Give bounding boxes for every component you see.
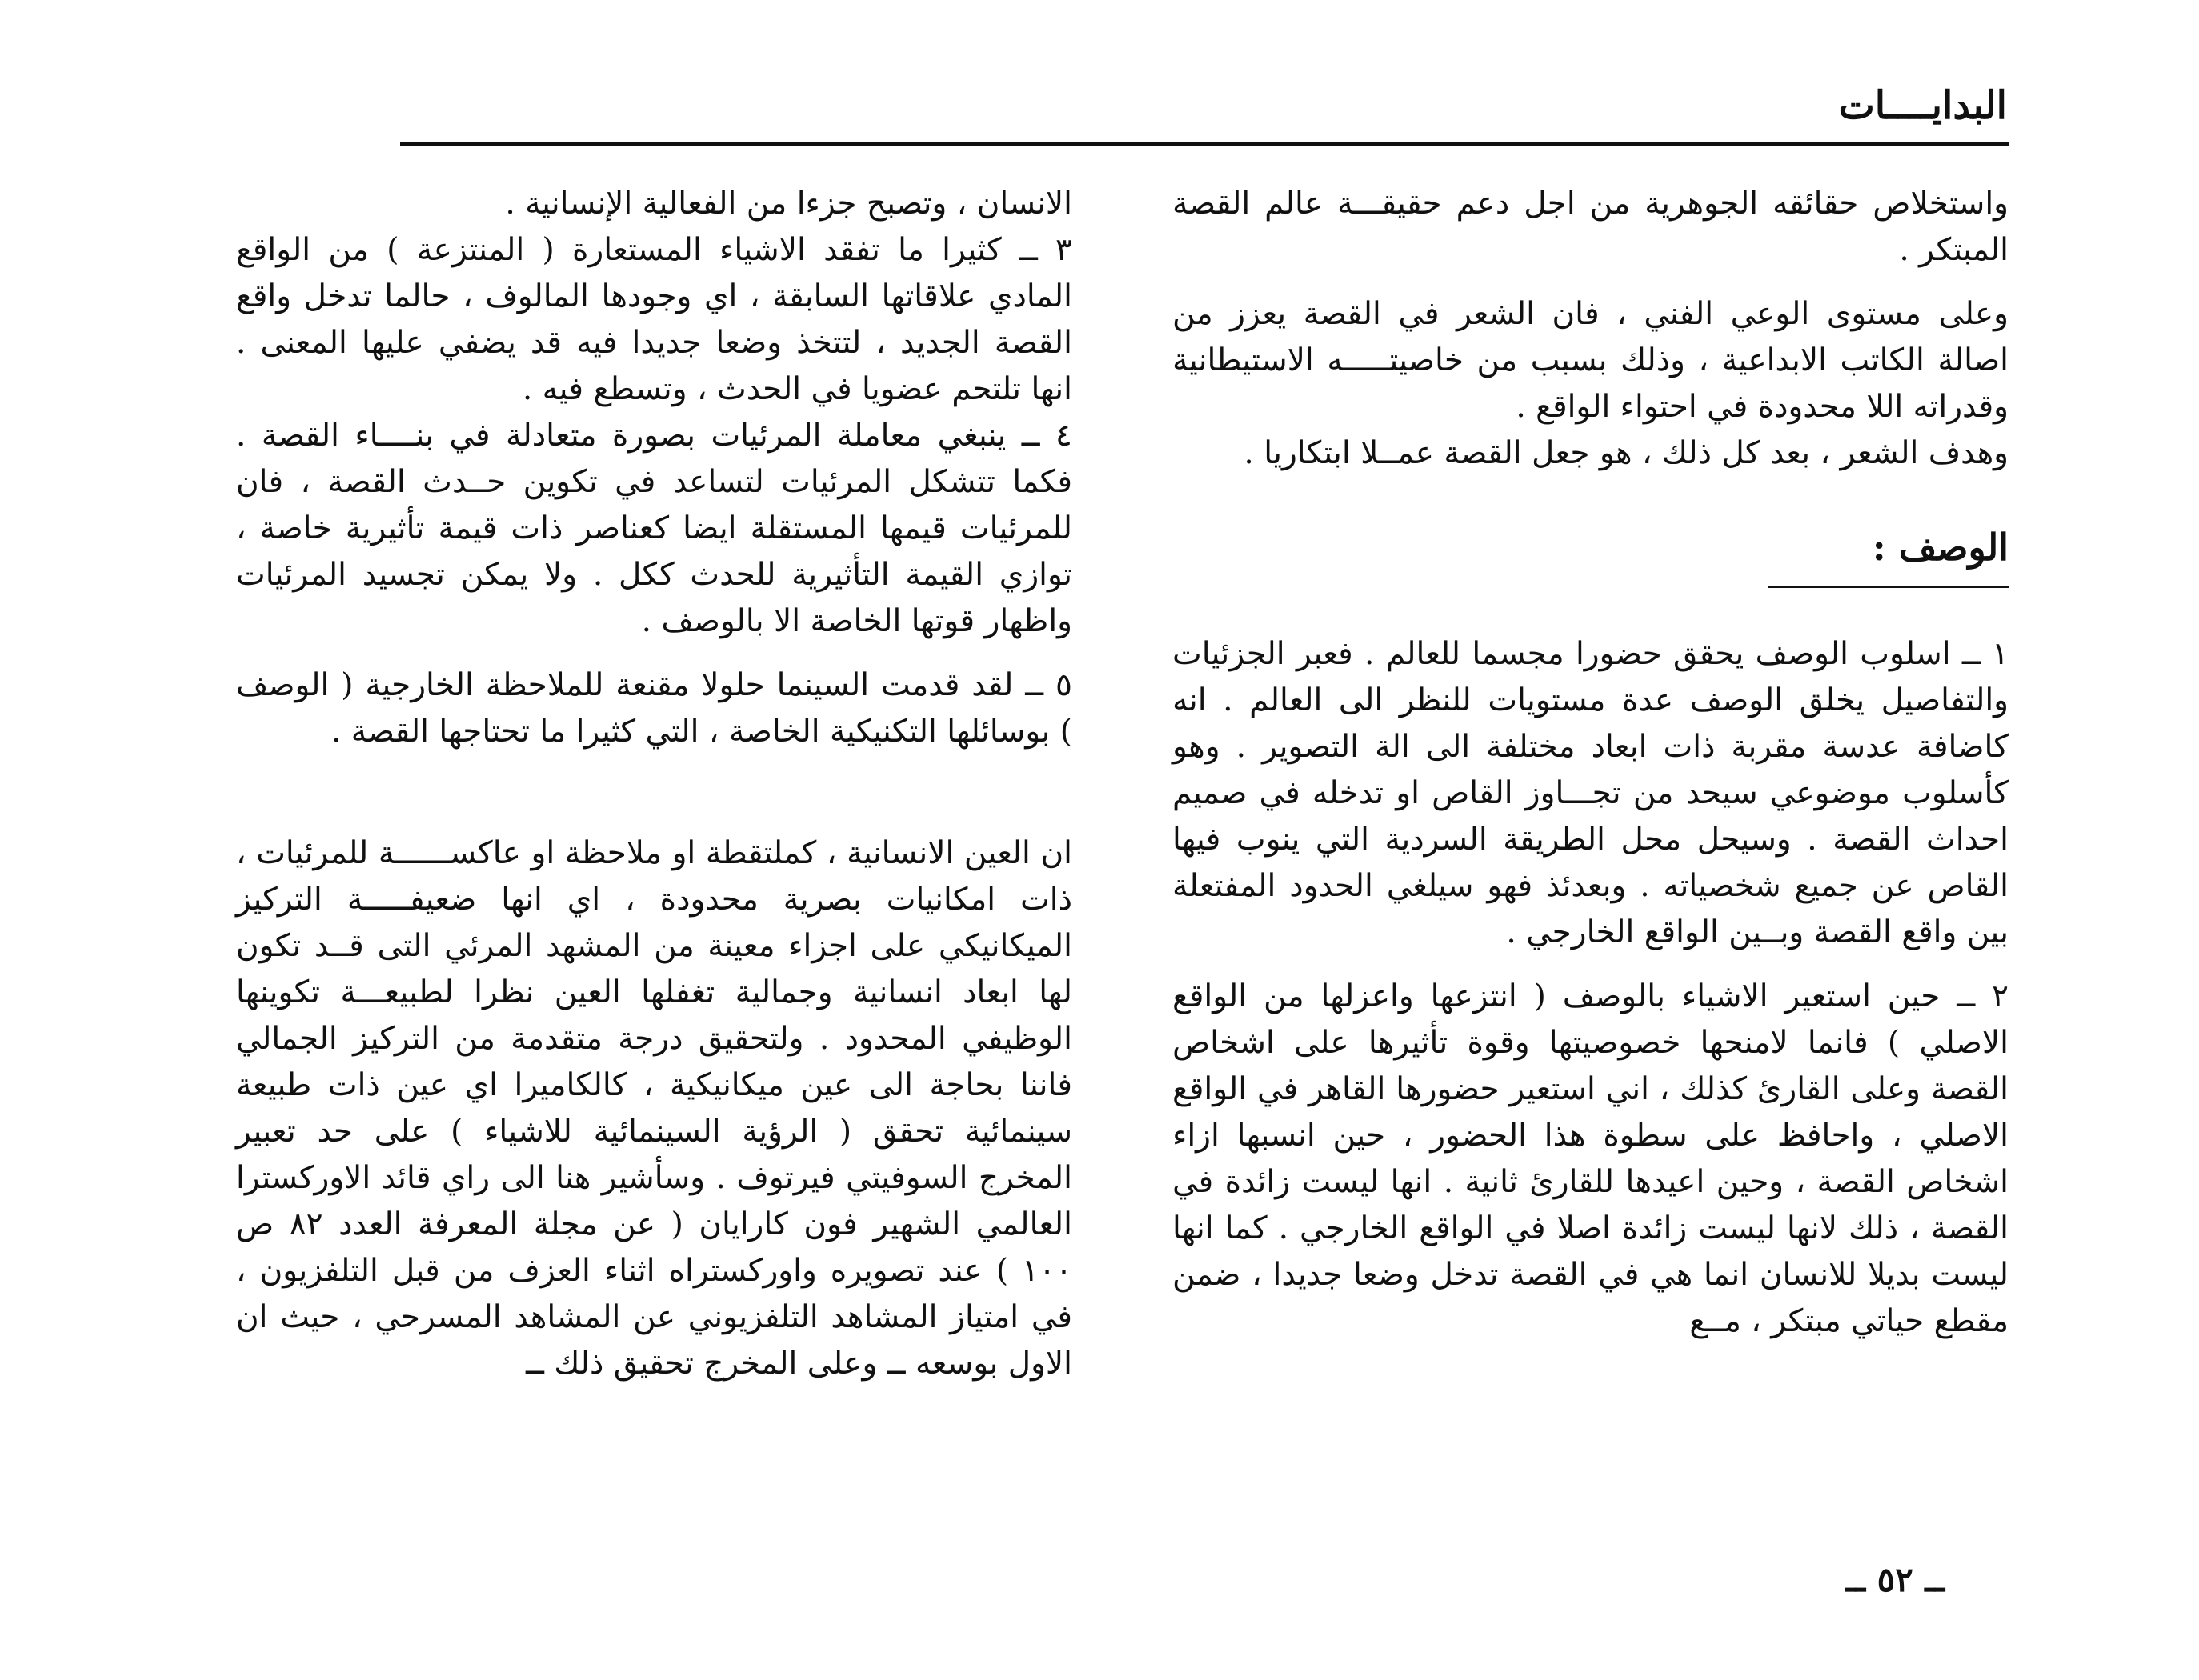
running-header-title: البدايــــات <box>1838 83 2007 128</box>
right-column <box>1172 181 2009 1345</box>
paragraph-gap <box>236 755 1072 830</box>
left-column <box>236 181 1072 1387</box>
paragraph-gap <box>236 645 1072 662</box>
paragraph-gap <box>1172 274 2009 291</box>
page-number: ــ ٥٢ ــ <box>1845 1560 1945 1599</box>
left-paragraph-5: ان العين الانسانية ، كملتقطة او ملاحظة او عاكســــــة للمرئيات ، ذات امكانيات بصرية محدودة ، اي انها ضعيفـــــة التركيز الميكانيكي على اجزاء معينة من المشهد المرئي التى قــد تكون لها ابعاد انسانية وجمالية تغفلها العين نظرا لطبيعـــة تكوينها الوظيفي المحدود . ولتحقيق درجة متقدمة من التركيز الجمالي فاننا بحاجة الى عين ميكانيكية ، كالكاميرا اي عين ذات طبيعة سينمائية تحقق ( الرؤية السينمائية للاشياء ) على حد تعبير المخرج السوفيتي فيرتوف . وسأشير هنا الى راي قائد الاوركسترا العالمي الشهير فون كارايان ( عن مجلة المعرفة العدد ٨٢ ص ١٠٠ ) عند تصويره واوركستراه اثناء العزف من قبل التلفزيون ، في امتياز المشاهد التلفزيوني عن المشاهد المسرحي ، حيث ان الاول بوسعه ــ وعلى المخرج تحقيق ذلك ــ <box>236 835 1072 1382</box>
section-heading-description: الوصف : <box>1872 526 2009 569</box>
right-paragraph-2: وعلى مستوى الوعي الفني ، فان الشعر في القصة يعزز من اصالة الكاتب الابداعية ، وذلك بسبب من خاصيتـــــه الاستيطانية وقدراته اللا محدودة في احتواء الواقع . <box>1172 296 2009 425</box>
right-paragraph-4: ١ ــ اسلوب الوصف يحقق حضورا مجسما للعالم . فعبر الجزئيات والتفاصيل يخلق الوصف عدة مستويات للنظر الى العالم . انه كاضافة عدسة مقربة ذات ابعاد مختلفة الى الة التصوير . وهو كأسلوب موضوعي سيحد من تجـــاوز القاص او تدخله في صميم احداث القصة . وسيحل محل الطريقة السردية التي ينوب فيها القاص عن جميع شخصياته . وبعدئذ فهو سيلغي الحدود المفتعلة بين واقع القصة وبــين الواقع الخارجي . <box>1172 636 2009 950</box>
header-rule <box>400 142 2009 146</box>
right-paragraph-1: واستخلاص حقائقه الجوهرية من اجل دعم حقيقـــة عالم القصة المبتكر . <box>1172 186 2009 268</box>
left-paragraph-1: الانسان ، وتصبح جزءا من الفعالية الإنسانية . <box>505 186 1072 222</box>
left-paragraph-3: ٤ ــ ينبغي معاملة المرئيات بصورة متعادلة في بنــــاء القصة . فكما تتشكل المرئيات لتساعد في تكوين حــدث القصة ، فان للمرئيات قيمها المستقلة ايضا كعناصر ذات قيمة تأثيرية خاصة ، توازي القيمة التأثيرية للحدث ككل . ولا يمكن تجسيد المرئيات واظهار قوتها الخاصة الا بالوصف . <box>236 418 1072 639</box>
left-paragraph-2: ٣ ــ كثيرا ما تفقد الاشياء المستعارة ( المنتزعة ) من الواقع المادي علاقاتها السابقة ، اي وجودها المالوف ، حالما تدخل واقع القصة الجديد ، لتتخذ وضعا جديدا فيه قد يضفي عليها المعنى . انها تلتحم عضويا في الحدث ، وتسطع فيه . <box>236 232 1072 407</box>
section-heading-rule <box>1768 586 2009 588</box>
left-paragraph-4: ٥ ــ لقد قدمت السينما حلولا مقنعة للملاحظة الخارجية ( الوصف ) بوسائلها التكنيكية الخاصة ، التي كثيرا ما تحتاجها القصة . <box>236 667 1072 750</box>
paragraph-gap <box>1172 956 2009 974</box>
right-paragraph-5: ٢ ــ حين استعير الاشياء بالوصف ( انتزعها واعزلها من الواقع الاصلي ) فانما لامنحها خصوصيتها وقوة تأثيرها على اشخاص القصة وعلى القارئ كذلك ، اني استعير حضورها القاهر في الواقع الاصلي ، واحافظ على سطوة هذا الحضور ، حين انسبها ازاء اشخاص القصة ، وحين اعيدها للقارئ ثانية . انها ليست زائدة في القصة ، ذلك لانها ليست زائدة اصلا في الواقع الخارجي . كما انها ليست بديلا للانسان انما هي في القصة تدخل وضعا جديدا ، ضمن مقطع حياتي مبتكر ، مــع <box>1172 978 2009 1339</box>
right-paragraph-3: وهدف الشعر ، بعد كل ذلك ، هو جعل القصة عمــلا ابتكاريا . <box>1244 435 2009 471</box>
